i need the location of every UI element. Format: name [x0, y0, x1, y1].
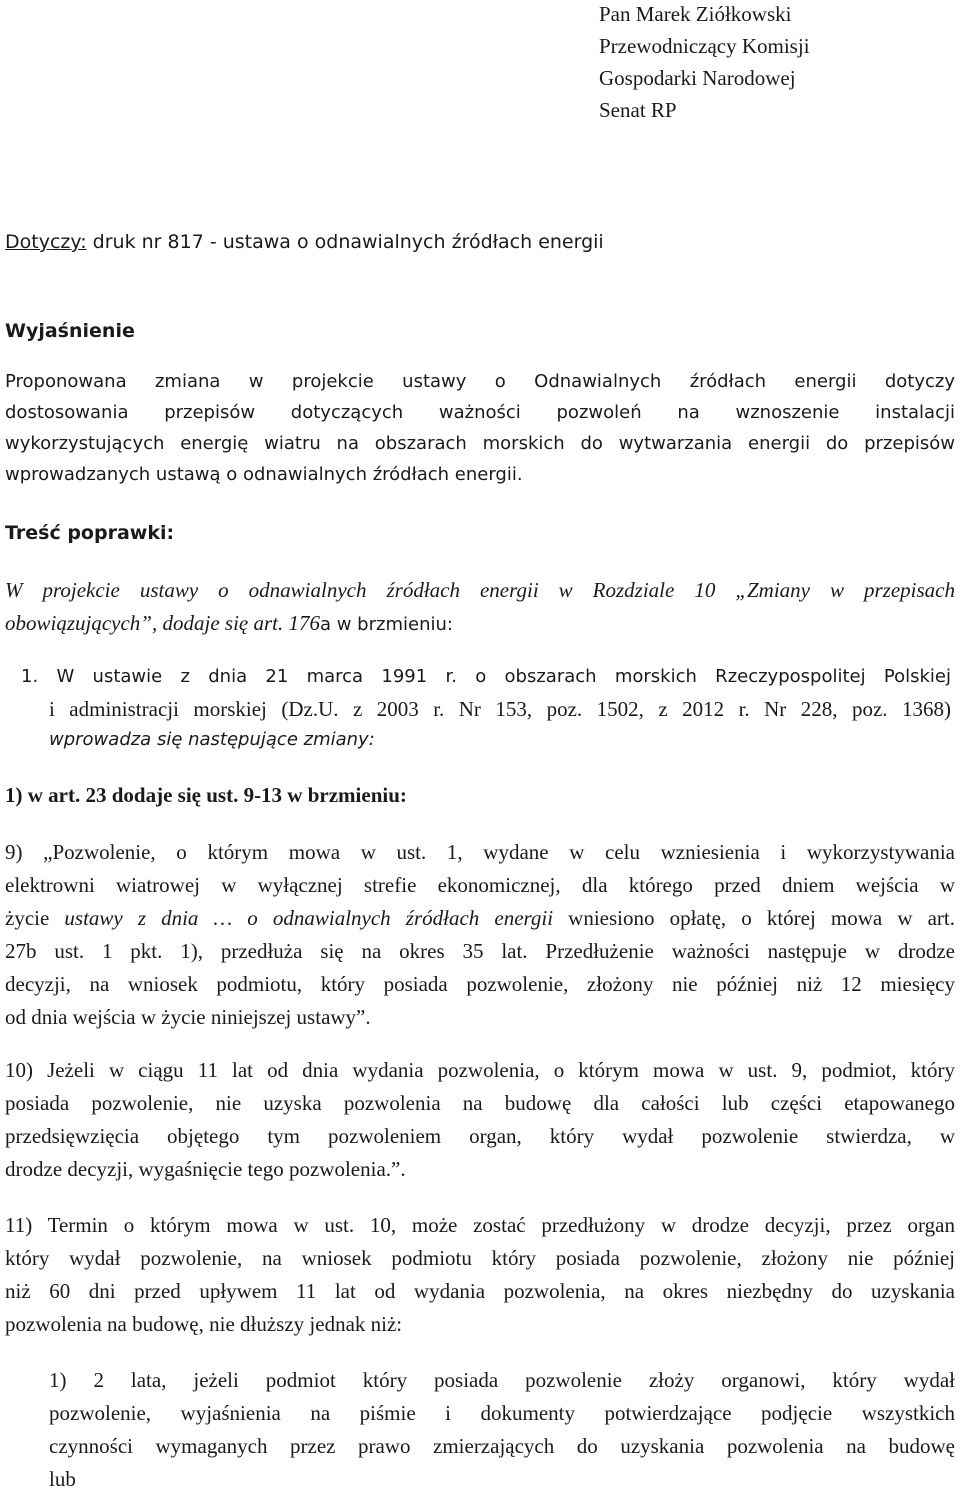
amendment-heading: Treść poprawki: — [5, 522, 175, 544]
recipient-organization: Senat RP — [599, 98, 677, 122]
recipient-name: Pan Marek Ziółkowski — [599, 2, 792, 26]
amendment-intro: W projekcie ustawy o odnawialnych źródłach energii w Rozdziale 10 „Zmiany w przepisach — [5, 578, 955, 602]
paragraph-10: 10) Jeżeli w ciągu 11 lat od dnia wydania pozwolenia, o którym mowa w ust. 9, podmiot, który — [5, 1058, 955, 1082]
paragraph-10-line: posiada pozwolenie, nie uzyska pozwolenia na budowę dla całości lub części etapowanego — [5, 1091, 955, 1115]
paragraph-11-line: który wydał pozwolenie, na wniosek podmiotu który posiada pozwolenie, złożony nie później — [5, 1246, 955, 1270]
explanation-heading: Wyjaśnienie — [5, 320, 135, 342]
paragraph-11-line: niż 60 dni przed upływem 11 lat od wydania pozwolenia, na okres niezbędny do uzyskania — [5, 1279, 955, 1303]
paragraph-9-line: decyzji, na wniosek podmiotu, który posiada pozwolenie, złożony nie później niż 12 miesięcy — [5, 972, 955, 996]
subject-line — [5, 231, 604, 253]
point-1-changes-intro: wprowadza się następujące zmiany: — [49, 729, 375, 750]
explanation-line: dostosowania przepisów dotyczących ważności pozwoleń na wznoszenie instalacji — [5, 402, 955, 423]
amendment-intro-continued: obowiązujących”, dodaje się art. 176a w brzmieniu: — [5, 611, 453, 635]
subject-text: druk nr 817 - ustawa o odnawialnych źródłach energii — [86, 231, 604, 253]
paragraph-11-item-1-line: pozwolenie, wyjaśnienia na piśmie i dokumenty potwierdzające podjęcie wszystkich — [49, 1401, 955, 1425]
paragraph-11-item-1-line: lub — [49, 1467, 76, 1491]
sub-item-1: 1) w art. 23 dodaje się ust. 9-13 w brzmieniu: — [5, 783, 407, 807]
recipient-committee: Gospodarki Narodowej — [599, 66, 796, 90]
paragraph-10-line: przedsięwzięcia objętego tym pozwoleniem organ, który wydał pozwolenie stwierdza, w — [5, 1124, 955, 1148]
paragraph-11-line: pozwolenia na budowę, nie dłuższy jednak niż: — [5, 1312, 403, 1336]
subject-label: Dotyczy: — [5, 231, 87, 253]
explanation-line: Proponowana zmiana w projekcie ustawy o Odnawialnych źródłach energii dotyczy — [5, 371, 955, 392]
paragraph-9-line: życie ustawy z dnia … o odnawialnych źródłach energii wniesiono opłatę, o której mowa w art. — [5, 906, 955, 930]
point-1: 1. W ustawie z dnia 21 marca 1991 r. o obszarach morskich Rzeczypospolitej Polskiej — [21, 666, 951, 687]
paragraph-10-line: drodze decyzji, wygaśnięcie tego pozwolenia.”. — [5, 1157, 406, 1181]
paragraph-11-item-1: 1) 2 lata, jeżeli podmiot który posiada pozwolenie złoży organowi, który wydał — [49, 1368, 955, 1392]
paragraph-9-line: elektrowni wiatrowej w wyłącznej strefie ekonomicznej, dla którego przed dniem wejścia w — [5, 873, 955, 897]
paragraph-11: 11) Termin o którym mowa w ust. 10, może zostać przedłużony w drodze decyzji, przez organ — [5, 1213, 955, 1237]
paragraph-9-line: 27b ust. 1 pkt. 1), przedłuża się na okres 35 lat. Przedłużenie ważności następuje w drodze — [5, 939, 955, 963]
point-1-citation: i administracji morskiej (Dz.U. z 2003 r. Nr 153, poz. 1502, z 2012 r. Nr 228, poz. 1368) — [49, 697, 951, 721]
explanation-line: wykorzystujących energię wiatru na obszarach morskich do wytwarzania energii do przepisów — [5, 433, 955, 454]
paragraph-11-item-1-line: czynności wymaganych przez prawo zmierzających do uzyskania pozwolenia na budowę — [49, 1434, 955, 1458]
paragraph-9: 9) „Pozwolenie, o którym mowa w ust. 1, wydane w celu wzniesienia i wykorzystywania — [5, 840, 955, 864]
explanation-line: wprowadzanych ustawą o odnawialnych źródłach energii. — [5, 464, 523, 485]
paragraph-9-line: od dnia wejścia w życie niniejszej ustawy”. — [5, 1005, 371, 1029]
recipient-title: Przewodniczący Komisji — [599, 34, 810, 58]
